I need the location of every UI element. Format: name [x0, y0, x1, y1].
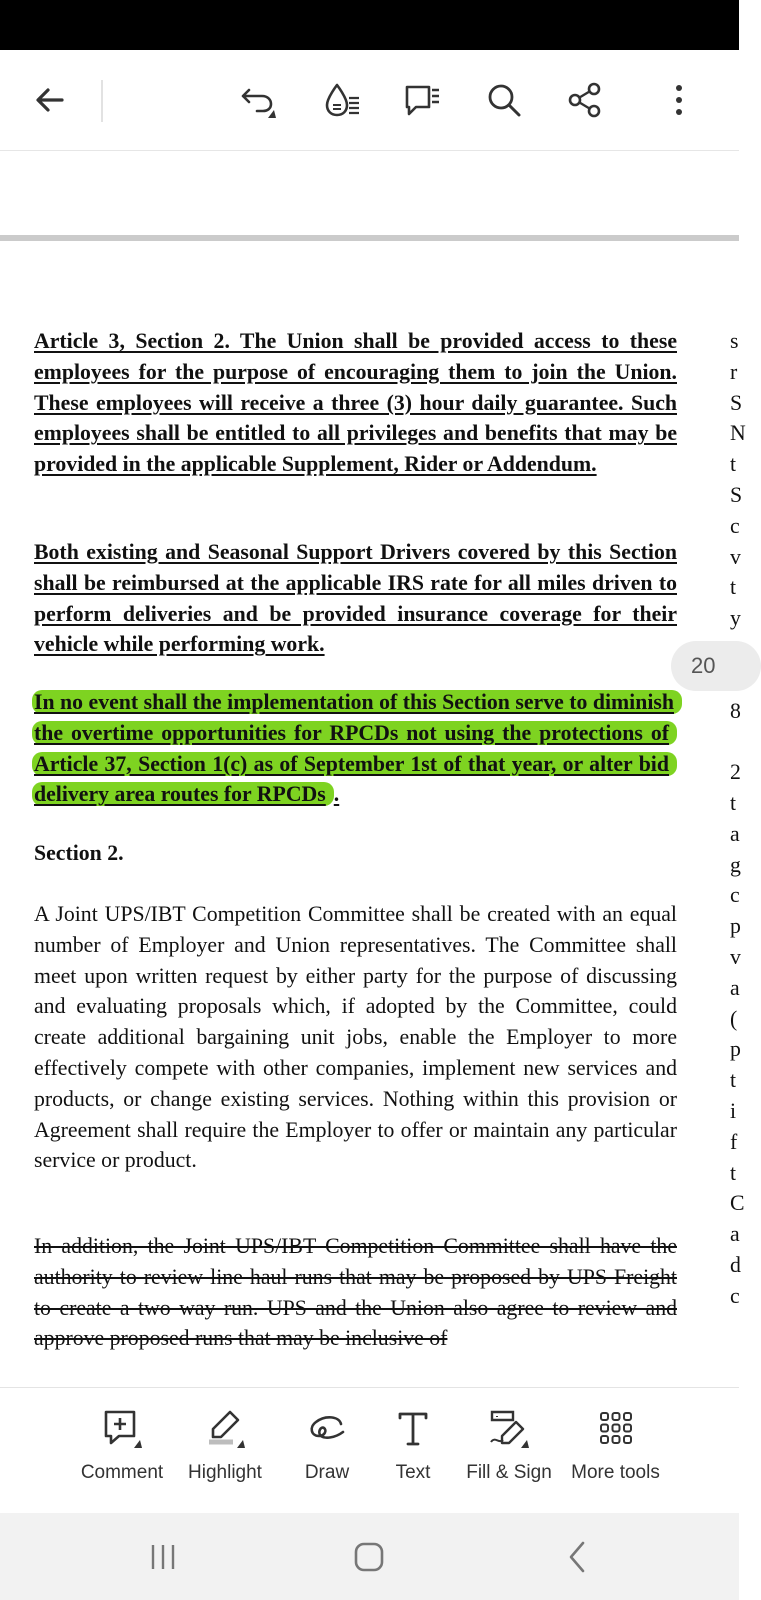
next-page-letter: 2: [730, 760, 741, 785]
next-page-letter: t: [730, 575, 737, 600]
tool-comment[interactable]: [67, 1406, 177, 1484]
tool-text-label: Text: [395, 1462, 431, 1483]
next-page-letter: 8: [730, 698, 741, 723]
next-page-letter: [730, 726, 750, 757]
back-nav-icon[interactable]: [548, 1533, 608, 1581]
tool-comment-label: Comment: [80, 1462, 164, 1483]
paragraph-struck: [34, 1231, 677, 1354]
next-page-letter: c: [730, 513, 740, 538]
tool-highlight[interactable]: [170, 1406, 280, 1484]
home-icon[interactable]: [339, 1533, 399, 1581]
paragraph-overtime: [34, 687, 677, 810]
comment-list-icon[interactable]: [398, 78, 446, 122]
search-icon[interactable]: [480, 78, 528, 122]
color-fill-icon[interactable]: [317, 78, 365, 122]
paragraph-competition-committee: A Joint UPS/IBT Competition Committee shall be created with an equal number of Employer and Union representatives. The Committee shall meet upon written request by either party for the purpose of discussing and evaluating proposals which, if adopted by the Committee, could create additional bargaining unit jobs, enable the Employer to more effectively compete with other companies, implement new services and products, or change existing services. Nothing within this provision or Agreement shall require the Employer to offer or maintain any particular service or product.: [34, 902, 677, 1173]
paragraph-article-3-text: Article 3, Section 2. The Union shall be provided access to these employees for the purpose of encouraging them to join the Union. These employees will receive a three (3) hour daily guarantee. Such employees shall be entitled to all privileges and benefits that may be provided in the applicable Supplement, Rider or Addendum.: [34, 329, 677, 477]
undo-icon[interactable]: [234, 78, 282, 122]
text-icon: [391, 1406, 435, 1450]
next-page-letter: C: [730, 1191, 745, 1216]
next-page-letter: g: [730, 852, 741, 877]
back-arrow-icon[interactable]: [26, 78, 74, 122]
tool-more-tools[interactable]: [553, 1406, 678, 1484]
next-page-letter: S: [730, 482, 743, 507]
next-page-column: [730, 326, 750, 1312]
next-page-letter: t: [730, 790, 737, 815]
tool-text[interactable]: [358, 1406, 468, 1484]
next-page-letter: v: [730, 944, 741, 969]
next-page-letter: r: [730, 359, 738, 384]
paragraph-article-3: [34, 326, 677, 480]
paragraph-support-drivers: [34, 537, 677, 660]
next-page-letter: c: [730, 1283, 740, 1308]
tool-draw-label: Draw: [304, 1462, 350, 1483]
next-page-letter: p: [730, 914, 741, 939]
paragraph-support-drivers-text: Both existing and Seasonal Support Drivers covered by this Section shall be reimbursed at the applicable IRS rate for all miles driven to perform deliveries and be provided insurance coverage for their vehicle while performing work.: [34, 540, 677, 657]
share-icon[interactable]: [561, 78, 609, 122]
next-page-letter: a: [730, 975, 740, 1000]
next-page-letter: c: [730, 883, 740, 908]
draw-icon: [305, 1406, 349, 1450]
next-page-letter: S: [730, 390, 743, 415]
toolbar-divider: [101, 80, 103, 122]
previous-page-bottom: [0, 151, 739, 235]
comment-add-icon: [100, 1406, 144, 1450]
document-viewer[interactable]: [0, 241, 746, 1387]
next-page-letter: N: [730, 421, 746, 446]
next-page-letter: t: [730, 452, 737, 477]
bottom-toolbar: [0, 1387, 739, 1514]
next-page-letter: f: [730, 1129, 738, 1154]
next-page-letter: a: [730, 1222, 740, 1247]
android-nav-bar: [0, 1513, 739, 1600]
highlighter-icon: [203, 1406, 247, 1450]
next-page-letter: d: [730, 1252, 741, 1277]
tool-highlight-label: Highlight: [188, 1462, 262, 1483]
struck-text: In addition, the Joint UPS/IBT Competition Committee shall have the authority to review line haul runs that may be proposed by UPS Freight to create a two way run. UPS and the Union also agree to review and approve proposed runs that may be inclusive of: [34, 1234, 677, 1351]
tool-fill-sign-label: Fill & Sign: [466, 1462, 552, 1483]
next-page-letter: y: [730, 606, 741, 631]
next-page-letter: t: [730, 1160, 737, 1185]
top-toolbar: [0, 50, 739, 151]
grid-icon: [594, 1406, 638, 1450]
paragraph-overtime-period: .: [333, 782, 340, 807]
next-page-letter: a: [730, 821, 740, 846]
recent-apps-icon[interactable]: [133, 1533, 193, 1581]
highlighted-text[interactable]: In no event shall the implementation of this Section serve to diminish the overtime opportunities for RPCDs not using the protections of Article 37, Section 1(c) as of September 1st of that year, or alter bid delivery area routes for RPCDs: [32, 690, 682, 806]
next-page-letter: (: [730, 1006, 738, 1031]
tool-more-tools-label: More tools: [571, 1462, 660, 1483]
more-vertical-icon[interactable]: [655, 78, 703, 122]
next-page-letter: t: [730, 1068, 737, 1093]
next-page-letter: s: [730, 329, 739, 353]
next-page-letter: v: [730, 544, 741, 569]
page-number-badge[interactable]: 20: [671, 641, 761, 691]
next-page-letter: p: [730, 1037, 741, 1062]
fill-sign-icon: [487, 1406, 531, 1450]
status-bar: [0, 0, 739, 50]
next-page-letter: i: [730, 1098, 737, 1123]
tool-fill-sign[interactable]: [454, 1406, 564, 1484]
section-heading: Section 2.: [34, 841, 124, 865]
